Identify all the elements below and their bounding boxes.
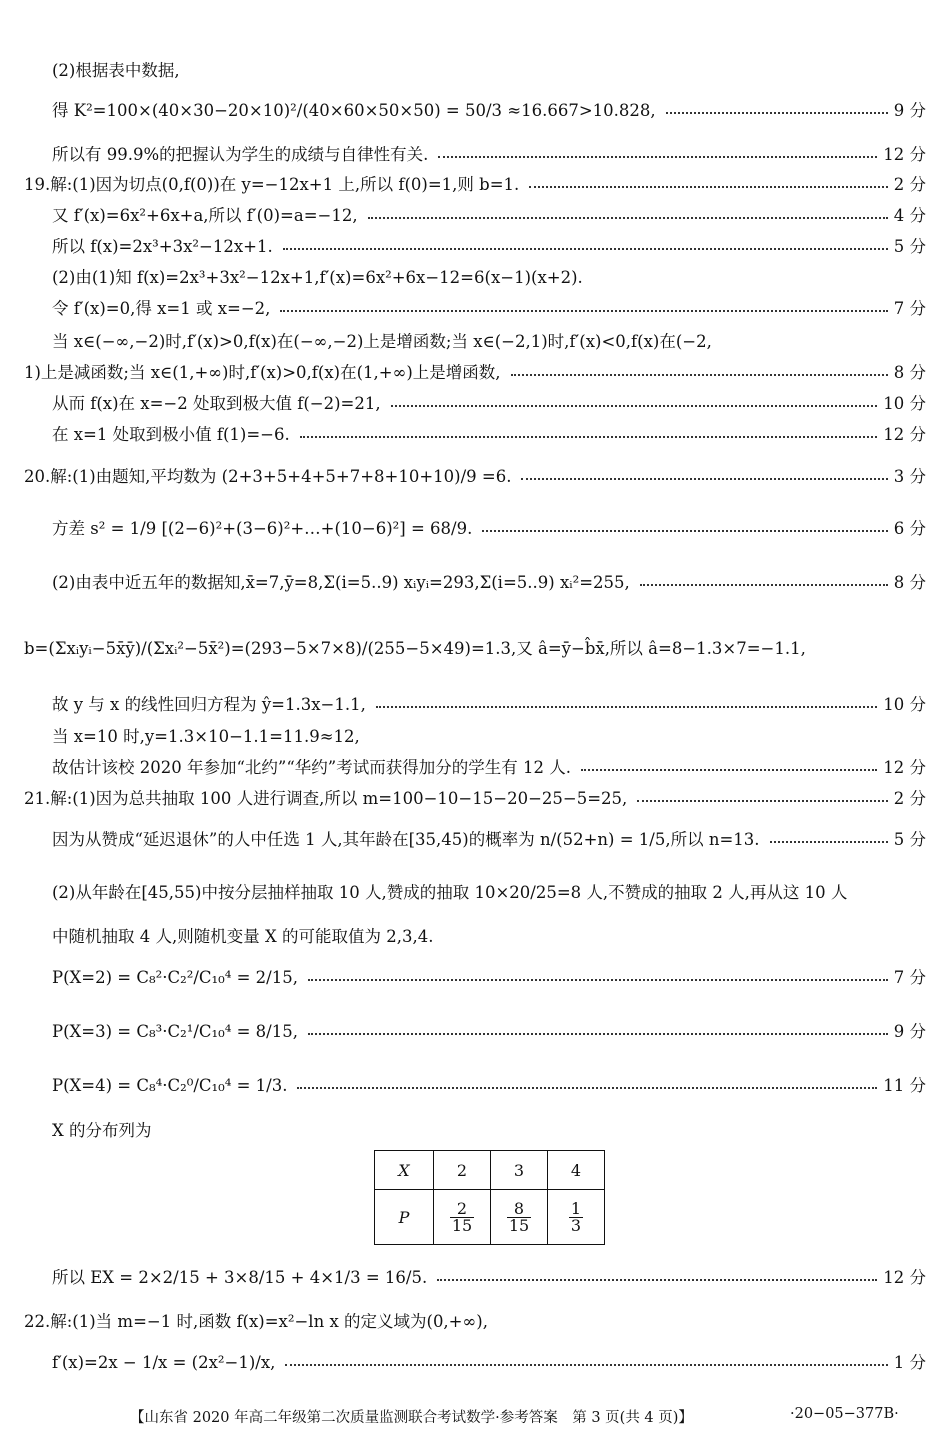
score-mark: 9 分 xyxy=(893,101,926,120)
leader-dots xyxy=(482,518,888,532)
answer-line-text: 20.解:(1)由题知,平均数为 (2+3+5+4+5+7+8+10+10)/9 =6. xyxy=(24,467,512,486)
answer-line-text: 19.解:(1)因为切点(0,f(0))在 y=−12x+1 上,所以 f(0)=1,则 b=1. xyxy=(24,175,520,194)
answer-line-text: 故 y 与 x 的线性回归方程为 ŷ=1.3x−1.1, xyxy=(52,695,366,714)
table-row-x xyxy=(375,1151,605,1190)
leader-dots xyxy=(308,1021,888,1035)
answer-line-text: 当 x=10 时,y=1.3×10−1.1=11.9≈12, xyxy=(52,727,360,746)
fraction-denominator: 3 xyxy=(570,1215,582,1235)
answer-line-text: 故估计该校 2020 年参加“北约”“华约”考试而获得加分的学生有 12 人. xyxy=(52,758,571,777)
answer-line-text: 中随机抽取 4 人,则随机变量 X 的可能取值为 2,3,4. xyxy=(52,927,434,946)
answer-line-text: 当 x∈(−∞,−2)时,f′(x)>0,f(x)在(−∞,−2)上是增函数;当 x∈(−2,1)时,f′(x)<0,f(x)在(−2, xyxy=(52,332,712,351)
answer-line-text: 所以 f(x)=2x³+3x²−12x+1. xyxy=(52,237,273,256)
leader-dots xyxy=(280,298,888,312)
fraction xyxy=(450,1198,474,1235)
answer-line-text: (2)由(1)知 f(x)=2x³+3x²−12x+1,f′(x)=6x²+6x−12=6(x−1)(x+2). xyxy=(52,268,583,287)
fraction xyxy=(507,1198,531,1235)
fraction-numerator: 8 xyxy=(507,1201,531,1218)
answer-line-text: f′(x)=2x − 1/x = (2x²−1)/x, xyxy=(52,1353,276,1372)
table-cell: 4 xyxy=(548,1151,605,1190)
score-mark: 7 分 xyxy=(893,968,926,987)
score-mark: 12 分 xyxy=(883,758,926,777)
score-mark: 12 分 xyxy=(883,1268,926,1287)
score-mark: 12 分 xyxy=(883,145,926,164)
table-row-p xyxy=(375,1190,605,1245)
leader-dots xyxy=(391,393,877,407)
page-footer-title: 【山东省 2020 年高二年级第二次质量监测联合考试数学·参考答案 第 3 页(共 4 页)】 xyxy=(130,1410,693,1426)
answer-line-text: 1)上是减函数;当 x∈(1,+∞)时,f′(x)>0,f(x)在(1,+∞)上是增函数, xyxy=(24,363,501,382)
answer-line-text: P(X=4) = C₈⁴·C₂⁰/C₁₀⁴ = 1/3. xyxy=(52,1076,288,1095)
leader-dots xyxy=(529,174,888,188)
answer-line-text: 方差 s² = 1/9 [(2−6)²+(3−6)²+…+(10−6)²] = 68/9. xyxy=(52,519,473,538)
score-mark: 11 分 xyxy=(883,1076,926,1095)
fraction-numerator: 1 xyxy=(570,1198,582,1218)
fraction-numerator: 2 xyxy=(450,1201,474,1218)
leader-dots xyxy=(770,829,888,843)
answer-line-text: 得 K²=100×(40×30−20×10)²/(40×60×50×50) = 50/3 ≈16.667>10.828, xyxy=(52,101,656,120)
answer-line-text: (2)根据表中数据, xyxy=(52,61,180,80)
table-cell: 3 xyxy=(491,1151,548,1190)
score-mark: 12 分 xyxy=(883,425,926,444)
fraction xyxy=(569,1198,583,1235)
distribution-table xyxy=(374,1150,605,1245)
answer-line-text: 又 f′(x)=6x²+6x+a,所以 f′(0)=a=−12, xyxy=(52,206,358,225)
answer-line-text: 从而 f(x)在 x=−2 处取到极大值 f(−2)=21, xyxy=(52,394,381,413)
score-mark: 4 分 xyxy=(893,206,926,225)
answer-line-text: 所以 EX = 2×2/15 + 3×8/15 + 4×1/3 = 16/5. xyxy=(52,1268,428,1287)
score-mark: 8 分 xyxy=(893,363,926,382)
answer-line-text: (2)从年龄在[45,55)中按分层抽样抽取 10 人,赞成的抽取 10×20/25=8 人,不赞成的抽取 2 人,再从这 10 人 xyxy=(52,883,848,902)
answer-line-text: P(X=3) = C₈³·C₂¹/C₁₀⁴ = 8/15, xyxy=(52,1022,298,1041)
answer-line-text: 因为从赞成“延迟退休”的人中任选 1 人,其年龄在[35,45)的概率为 n/(52+n) = 1/5,所以 n=13. xyxy=(52,830,760,849)
leader-dots xyxy=(637,788,888,802)
score-mark: 8 分 xyxy=(893,573,926,592)
leader-dots xyxy=(581,757,877,771)
answer-line-text: b=(Σxᵢyᵢ−5x̄ȳ)/(Σxᵢ²−5x̄²)=(293−5×7×8)/(255−5×49)=1.3,又 â=ȳ−b̂x̄,所以 â=8−1.3×7=−1.1, xyxy=(24,639,806,658)
score-mark: 3 分 xyxy=(893,467,926,486)
score-mark: 1 分 xyxy=(893,1353,926,1372)
leader-dots xyxy=(521,466,888,480)
leader-dots xyxy=(511,362,888,376)
leader-dots xyxy=(438,144,877,158)
leader-dots xyxy=(297,1075,877,1089)
score-mark: 5 分 xyxy=(893,237,926,256)
score-mark: 2 分 xyxy=(893,789,926,808)
score-mark: 2 分 xyxy=(893,175,926,194)
answer-line-text: 在 x=1 处取到极小值 f(1)=−6. xyxy=(52,425,290,444)
answer-line-text: 21.解:(1)因为总共抽取 100 人进行调查,所以 m=100−10−15−20−25−5=25, xyxy=(24,789,628,808)
answer-line-text: 所以有 99.9%的把握认为学生的成绩与自律性有关. xyxy=(52,145,429,164)
table-cell xyxy=(548,1190,605,1245)
answer-line-text: (2)由表中近五年的数据知,x̄=7,ȳ=8,Σ(i=5..9) xᵢyᵢ=293,Σ(i=5..9) xᵢ²=255, xyxy=(52,573,630,592)
leader-dots xyxy=(376,694,877,708)
score-mark: 7 分 xyxy=(893,299,926,318)
answer-line-text: 22.解:(1)当 m=−1 时,函数 f(x)=x²−ln x 的定义域为(0,+∞), xyxy=(24,1312,488,1331)
leader-dots xyxy=(283,236,888,250)
leader-dots xyxy=(285,1352,888,1366)
table-cell xyxy=(434,1190,491,1245)
leader-dots xyxy=(437,1267,877,1281)
table-header-x: X xyxy=(375,1151,434,1190)
score-mark: 9 分 xyxy=(893,1022,926,1041)
page-footer-code: ·20−05−377B· xyxy=(790,1406,899,1422)
distribution-table-wrap xyxy=(374,1150,605,1245)
score-mark: 5 分 xyxy=(893,830,926,849)
score-mark: 10 分 xyxy=(883,695,926,714)
score-mark: 6 分 xyxy=(893,519,926,538)
answer-line-text: P(X=2) = C₈²·C₂²/C₁₀⁴ = 2/15, xyxy=(52,968,298,987)
table-cell xyxy=(491,1190,548,1245)
score-mark: 10 分 xyxy=(883,394,926,413)
fraction-denominator: 15 xyxy=(451,1215,473,1235)
table-header-p: P xyxy=(375,1190,434,1245)
leader-dots xyxy=(300,424,877,438)
leader-dots xyxy=(368,205,888,219)
leader-dots xyxy=(666,100,888,114)
leader-dots xyxy=(308,967,888,981)
fraction-denominator: 15 xyxy=(508,1215,530,1235)
leader-dots xyxy=(640,572,888,586)
table-cell: 2 xyxy=(434,1151,491,1190)
answer-line-text: X 的分布列为 xyxy=(52,1121,152,1140)
answer-line-text: 令 f′(x)=0,得 x=1 或 x=−2, xyxy=(52,299,271,318)
